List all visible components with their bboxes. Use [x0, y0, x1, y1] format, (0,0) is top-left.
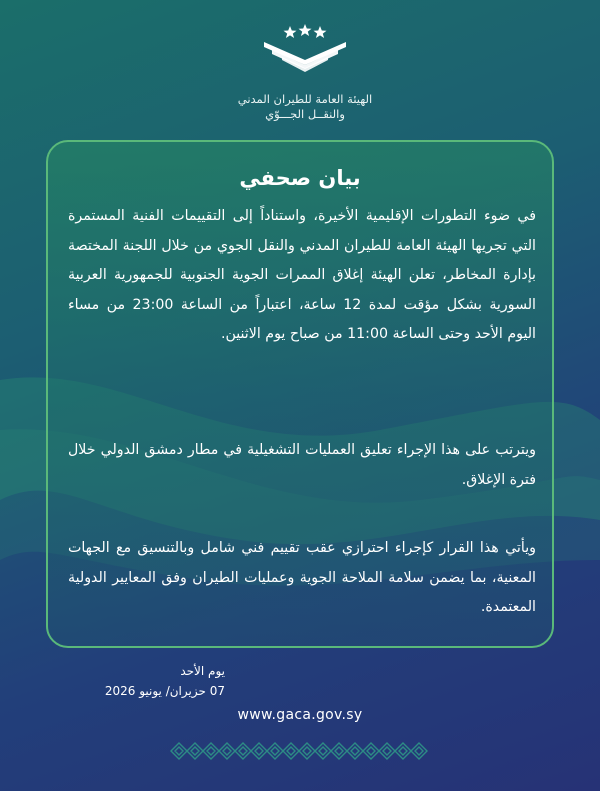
press-statement-card [46, 140, 554, 648]
gaca-logo-icon [260, 22, 350, 74]
website-link[interactable]: www.gaca.gov.sy [237, 707, 363, 723]
statement-paragraph-3: ويأتي هذا القرار كإجراء احترازي عقب تقييم فني شامل وبالتنسيق مع الجهات المعنية، بما يضمن سلامة الملاحة الجوية وعمليات الطيران وفق المعايير الدولية المعتمدة. [68, 540, 536, 615]
date-full: 07 حزيران/ يونيو 2026 [104, 684, 225, 698]
statement-date [85, 661, 225, 701]
organization-name [220, 92, 390, 122]
organization-name-line1: الهيئة العامة للطيران المدني [237, 92, 373, 106]
organization-logo [220, 22, 390, 121]
statement-title: بيان صحفي [239, 166, 361, 190]
statement-paragraph-2: ويترتب على هذا الإجراء تعليق العمليات التشغيلية في مطار دمشق الدولي خلال فترة الإغلاق. [68, 442, 536, 488]
organization-name-line2: والنقــل الجـــوّي [265, 107, 345, 121]
date-day: يوم الأحد [180, 664, 225, 678]
decorative-pattern [166, 738, 436, 764]
statement-paragraph-1: في ضوء التطورات الإقليمية الأخيرة، واستناداً إلى التقييمات الفنية المستمرة التي تجريها الهيئة العامة للطيران المدني والنقل الجوي من خلال اللجنة المختصة بإدارة المخاطر، تعلن الهيئة إغلاق الممرات الجوية الجنوبية للجمهورية العربية السورية بشكل مؤقت لمدة 12 ساعة، اعتباراً من الساعة 23:00 من مساء اليوم الأحد وحتى الساعة 11:00 من صباح يوم الاثنين. [68, 208, 536, 342]
